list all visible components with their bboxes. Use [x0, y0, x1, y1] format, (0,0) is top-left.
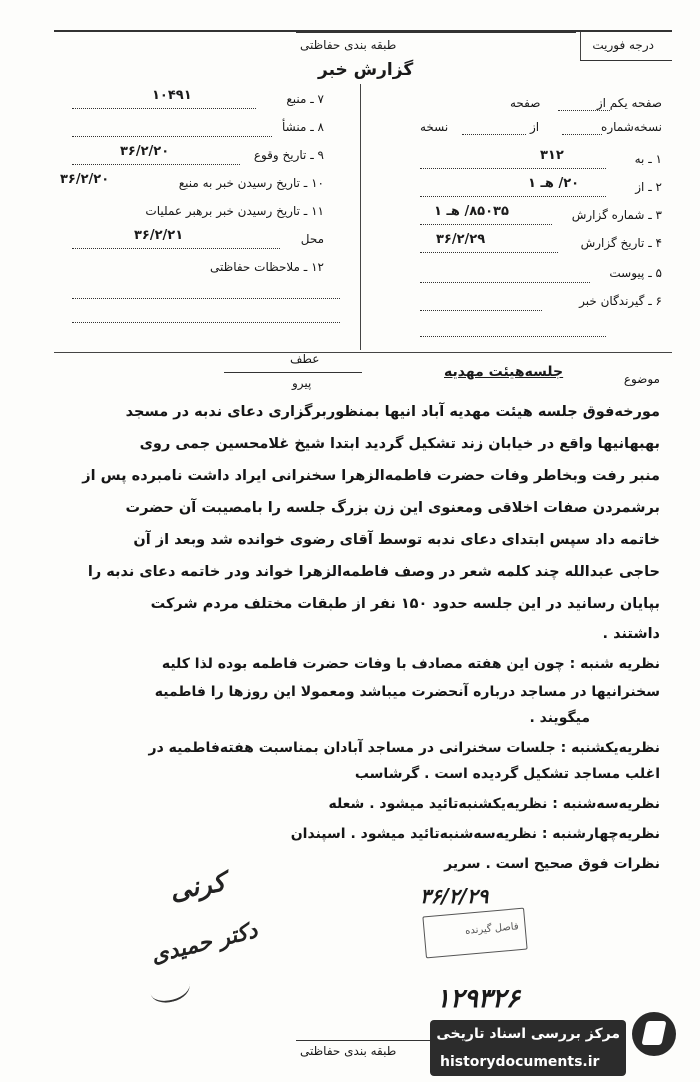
page-of-label: صفحه یکم از — [596, 96, 662, 110]
from-dots — [420, 196, 606, 197]
from-value: ۲۰/ هـ ۱ — [528, 176, 580, 191]
body-line: منبر رفت وبخاطر وفات حضرت فاطمه‌الزهرا سخنرانی ایراد داشت نامبرده پس از — [82, 468, 660, 484]
classification-bottom: طبقه بندی حفاظتی — [300, 1044, 397, 1058]
location-dots — [72, 248, 280, 249]
peyro-label: پیرو — [292, 376, 312, 390]
report-number-label: ۳ ـ شماره گزارش — [571, 208, 662, 222]
report-number-dots — [420, 224, 552, 225]
report-date-label: ۴ ـ تاریخ گزارش — [580, 236, 662, 250]
occurrence-date-label: ۹ ـ تاریخ وقوع — [253, 148, 324, 162]
opinion-line: نظریه‌یکشنبه : جلسات سخنرانی در مساجد آبادان بمناسبت هفته‌فاطمیه در — [148, 740, 660, 756]
receipt-stamp — [422, 908, 527, 959]
archive-logo-icon — [632, 1012, 676, 1056]
occurrence-date-dots — [72, 164, 240, 165]
copy-number-label: نسخه‌شماره — [601, 120, 662, 134]
occurrence-date-value: ۳۶/۲/۲۰ — [120, 144, 170, 159]
report-date-dots — [420, 252, 558, 253]
body-line: حاجی عبدالله چند کلمه شعر در وصف فاطمه‌الزهرا خواند ودر خاتمه دعای ندبه را — [87, 564, 660, 580]
handwritten-date: ۳۶/۲/۲۹ — [420, 884, 489, 908]
attachment-label: ۵ ـ پیوست — [609, 266, 662, 280]
origin-dots — [72, 136, 272, 137]
subject-label: موضوع — [623, 372, 660, 386]
stamp-text: فاصل گیرنده — [464, 921, 520, 937]
subject-value: جلسه‌هیئت مهدیه — [444, 364, 564, 380]
notes-dots-1 — [72, 298, 340, 299]
page-suffix-label: صفحه — [510, 96, 541, 110]
notes-dots-2 — [72, 322, 340, 323]
priority-label: درجه فوریت — [592, 38, 654, 52]
source-value: ۱۰۴۹۱ — [152, 88, 192, 103]
watermark-url: historydocuments.ir — [440, 1054, 600, 1070]
signature-2: دکتر حمیدی — [148, 917, 260, 969]
report-date-value: ۳۶/۲/۲۹ — [436, 232, 486, 247]
body-line: بپایان رسانید در این جلسه حدود ۱۵۰ نفر از طبقات مختلف مردم شرکت — [150, 596, 660, 612]
attachment-dots — [420, 282, 590, 283]
opinion-line: نظریه‌چهارشنبه : نظریه‌سه‌شنبه‌تائید میشود . اسپندان — [290, 826, 660, 842]
location-label: محل — [300, 232, 324, 246]
page-of-dots — [558, 110, 610, 111]
opinion-line: سخنرانیها در مساجد درباره آنحضرت میباشد ومعمولا این روزها را فاطمیه — [154, 684, 660, 700]
body-line: مورخه‌فوق جلسه هیئت مهدیه آباد انیها بمنظوربرگزاری دعای ندبه در مسجد — [125, 404, 660, 420]
report-title: گزارش خبر — [318, 60, 414, 80]
watermark-text: مرکز بررسی اسناد تاریخی — [436, 1026, 620, 1042]
body-line: خاتمه داد سپس ابتدای دعای ندبه توسط آقای رضوی خوانده شد وبعد از آن — [133, 532, 660, 548]
body-line: بهبهانیها واقع در خیابان زند تشکیل گردید ابتدا شیخ غلامحسین جمی روی — [139, 436, 660, 452]
recipients-label: ۶ ـ گیرندگان خبر — [579, 294, 662, 308]
report-number-value: ۸۵۰۳۵/ هـ ۱ — [434, 204, 509, 219]
source-label: ۷ ـ منبع — [286, 92, 324, 106]
copy-number-dots — [562, 134, 602, 135]
to-label: ۱ ـ به — [634, 152, 662, 166]
from-label: ۲ ـ از — [635, 180, 662, 194]
copy-of-dots — [462, 134, 526, 135]
document-ref-number: ۱۲۹۳۲۶ — [436, 984, 520, 1014]
copy-of-label: از — [530, 120, 540, 134]
to-dots — [420, 168, 606, 169]
copy-suffix-label: نسخه — [420, 120, 449, 134]
to-value: ۳۱۲ — [540, 148, 564, 163]
opinion-line: نظرات فوق صحیح است . سریر — [444, 856, 660, 872]
body-line: داشتند . — [602, 626, 660, 642]
received-at-source-value: ۳۶/۲/۲۰ — [60, 172, 110, 187]
location-value: ۳۶/۲/۲۱ — [134, 228, 184, 243]
signature-1: کرنی — [167, 867, 228, 907]
signature-scribble — [147, 971, 192, 1006]
recipients-dots — [420, 310, 542, 311]
opinion-line: نظریه‌سه‌شنبه : نظریه‌یکشنبه‌تائید میشود . شعله — [328, 796, 660, 812]
right-extra-dots — [420, 336, 606, 337]
security-notes-label: ۱۲ ـ ملاحظات حفاظتی — [210, 260, 324, 274]
atf-label: عطف — [290, 352, 320, 366]
opinion-line: نظریه شنبه : چون این هفته مصادف با وفات حضرت فاطمه بوده لذا کلیه — [161, 656, 660, 672]
ref-rule — [224, 372, 362, 373]
origin-label: ۸ ـ منشأ — [281, 120, 324, 134]
classification-top: طبقه بندی حفاظتی — [300, 38, 397, 52]
form-divider — [360, 84, 361, 350]
body-line: برشمردن صفات اخلاقی ومعنوی این زن بزرگ جلسه را بامصیبت آن حضرت — [125, 500, 660, 516]
opinion-line: میگویند . — [529, 710, 590, 726]
received-by-leader-label: ۱۱ ـ تاریخ رسیدن خبر برهبر عملیات — [145, 204, 324, 218]
source-dots — [72, 108, 256, 109]
received-at-source-label: ۱۰ ـ تاریخ رسیدن خبر به منبع — [178, 176, 324, 190]
opinion-line: اغلب مساجد تشکیل گردیده است . گرشاسب — [354, 766, 660, 782]
